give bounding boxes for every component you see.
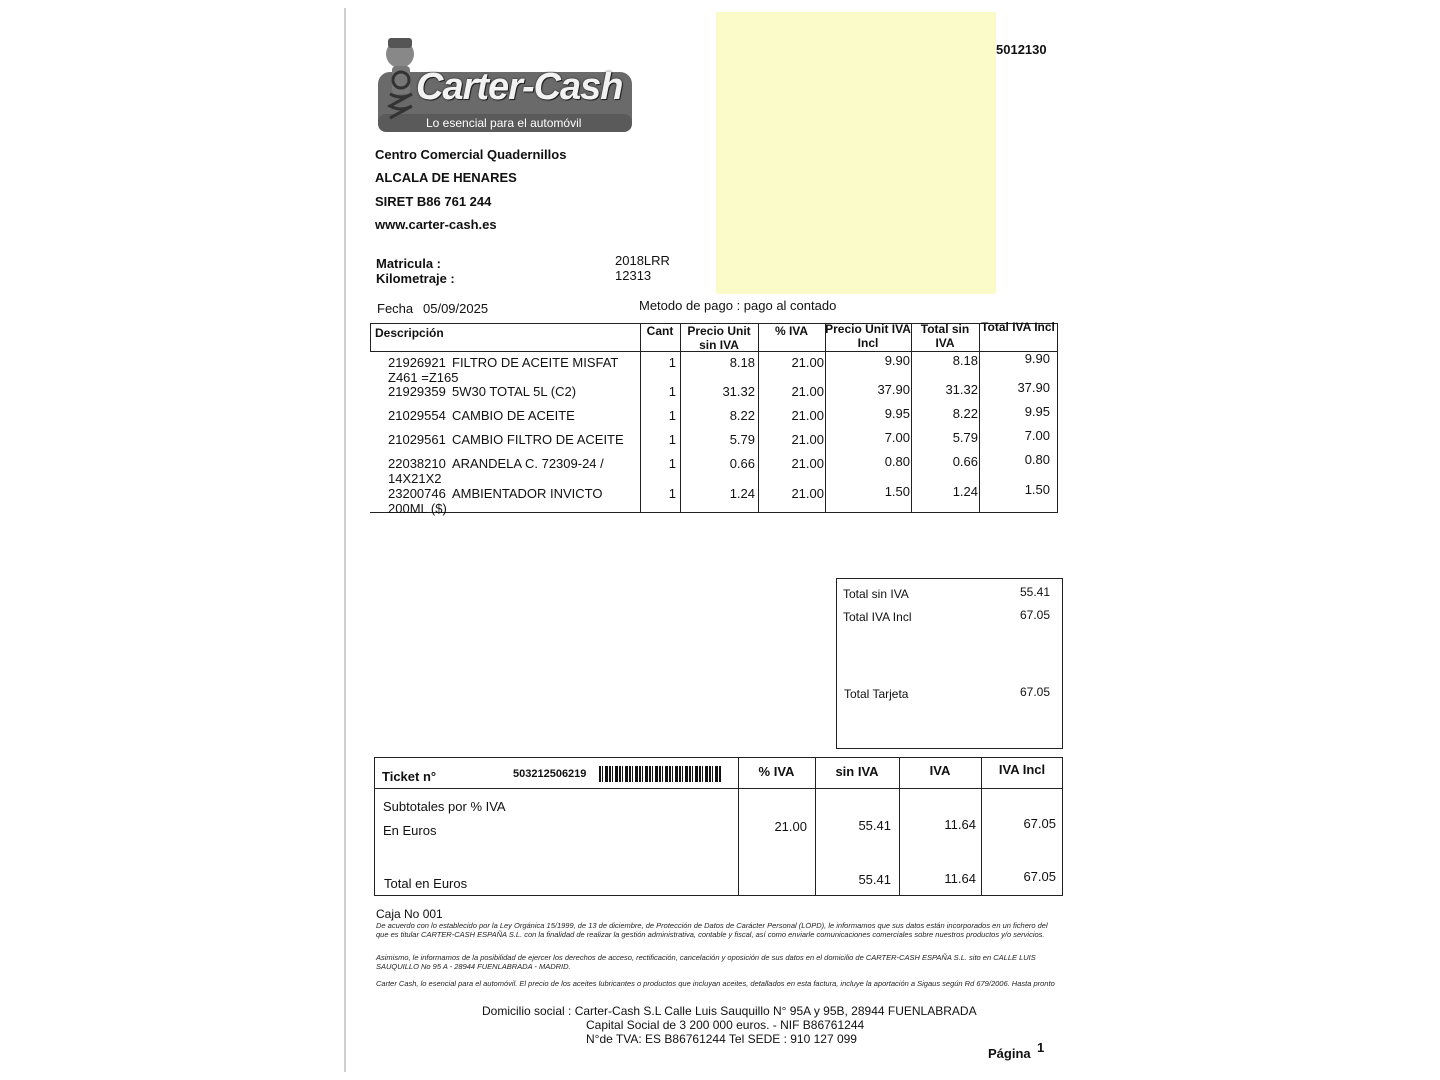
- item-total-gross: 1.50: [1024, 482, 1050, 497]
- subtotal-net: 55.41: [858, 818, 891, 833]
- total-euros-tax: 11.64: [944, 871, 976, 886]
- plate-value: 2018LRR: [615, 253, 670, 268]
- subtotal-vat: 21.00: [774, 819, 807, 834]
- item-unit-gross: 37.90: [877, 382, 910, 397]
- page-number: 1: [1037, 1040, 1045, 1055]
- col-total-net: Total sin IVA: [920, 322, 970, 350]
- subtotal-tax: 11.64: [944, 817, 976, 832]
- subtotal-gross: 67.05: [1023, 816, 1056, 831]
- item-unit-net: 1.24: [729, 486, 755, 501]
- barcode: [599, 766, 721, 782]
- col-vat: % IVA: [774, 324, 809, 338]
- payment-method: Metodo de pago : pago al contado: [639, 298, 837, 313]
- ticket-number: 503212506219: [513, 768, 587, 780]
- item-unit-net: 5.79: [729, 432, 755, 447]
- item-total-gross: 0.80: [1024, 452, 1050, 467]
- item-quantity: 1: [668, 408, 676, 423]
- item-description: FILTRO DE ACEITE MISFAT: [452, 355, 619, 370]
- date-label: Fecha: [377, 301, 414, 316]
- date-value: 05/09/2025: [423, 301, 489, 316]
- item-total-gross: 7.00: [1024, 428, 1050, 443]
- item-unit-gross: 9.90: [884, 353, 910, 368]
- total-net-label: Total sin IVA: [843, 587, 909, 601]
- col-unit-gross: Precio Unit IVA Incl: [825, 322, 911, 350]
- item-unit-net: 8.22: [729, 408, 755, 423]
- legal-text-1: De acuerdo con lo establecido por la Ley Orgánica 15/1999, de 13 de diciembre, de Protección de Datos de Carácter Personal (LOPD), le informamos que sus datos están incorporados en un fichero del que es titular CARTER-CASH ESPAÑA S.L. con la finalidad de realizar la gestión administrativa, contable y fiscal, así como enviarle comunicaciones comerciales sobre nuestros productos y/o servicios.: [376, 921, 1048, 939]
- sticky-note: [716, 12, 996, 294]
- item-description: AMBIENTADOR INVICTO: [452, 486, 603, 501]
- item-unit-gross: 9.95: [884, 406, 910, 421]
- vat-number: N°de TVA: ES B86761244 Tel SEDE : 910 127 099: [586, 1032, 857, 1046]
- item-code: 21926921: [388, 355, 446, 370]
- total-card-label: Total Tarjeta: [844, 687, 909, 701]
- item-unit-gross: 7.00: [884, 430, 910, 445]
- subtotal-label: Subtotales por % IVA: [383, 799, 506, 814]
- ticket-col-net: sin IVA: [835, 764, 879, 779]
- page-label: Página: [988, 1046, 1031, 1061]
- km-label: Kilometraje :: [376, 271, 455, 286]
- ticket-col-tax: IVA: [929, 763, 951, 778]
- item-total-net: 0.66: [952, 454, 978, 469]
- item-quantity: 1: [668, 456, 676, 471]
- item-vat: 21.00: [791, 432, 824, 447]
- ticket-col-gross: IVA Incl: [998, 762, 1046, 777]
- brand-slogan: Lo esencial para el automóvil: [426, 116, 582, 130]
- item-quantity: 1: [668, 384, 676, 399]
- euros-label: En Euros: [383, 823, 437, 838]
- totals-box: [836, 578, 1063, 749]
- item-unit-net: 0.66: [729, 456, 755, 471]
- total-gross-value: 67.05: [1019, 608, 1050, 622]
- item-description: 5W30 TOTAL 5L (C2): [452, 384, 577, 399]
- item-vat: 21.00: [791, 408, 824, 423]
- total-euros-label: Total en Euros: [384, 876, 468, 891]
- item-total-gross: 9.90: [1024, 351, 1050, 366]
- item-total-gross: 37.90: [1017, 380, 1050, 395]
- total-euros-net: 55.41: [858, 872, 891, 887]
- item-total-net: 5.79: [952, 430, 978, 445]
- item-description-extra: 14X21X2: [388, 471, 442, 486]
- item-total-net: 1.24: [952, 484, 978, 499]
- item-total-net: 8.22: [952, 406, 978, 421]
- legal-text-2: Asimismo, le informamos de la posibilidad de ejercer los derechos de acceso, rectificación, cancelación y oposición de sus datos en el domicilio de CARTER-CASH ESPAÑA S.L. sito en CALLE LUIS SAUQUILLO No 95 A - 28944 FUENLABRADA - MADRID.: [376, 953, 1036, 971]
- total-card-value: 67.05: [1019, 685, 1050, 699]
- item-description: ARANDELA C. 72309-24 /: [452, 456, 604, 471]
- item-total-gross: 9.95: [1024, 404, 1050, 419]
- km-value: 12313: [615, 268, 652, 283]
- store-city: ALCALA DE HENARES: [375, 170, 517, 185]
- item-quantity: 1: [668, 486, 676, 501]
- item-vat: 21.00: [791, 384, 824, 399]
- store-name: Centro Comercial Quadernillos: [375, 147, 567, 162]
- item-total-net: 31.32: [945, 382, 978, 397]
- item-total-net: 8.18: [952, 353, 978, 368]
- total-euros-gross: 67.05: [1023, 869, 1056, 884]
- plate-label: Matricula :: [376, 256, 442, 271]
- item-code: 21029561: [388, 432, 446, 447]
- col-unit-net: Precio Unit sin IVA: [687, 324, 751, 352]
- col-description: Descripción: [375, 326, 444, 340]
- brand-name: Carter-Cash: [416, 66, 623, 108]
- item-unit-gross: 1.50: [884, 484, 910, 499]
- item-code: 21929359: [388, 384, 446, 399]
- item-vat: 21.00: [791, 355, 824, 370]
- item-code: 23200746: [388, 486, 446, 501]
- item-unit-gross: 0.80: [884, 454, 910, 469]
- legal-text-3: Carter Cash, lo esencial para el automóvil. El precio de los aceites lubricantes o productos que incluyan aceites, detallados en esta factura, incluye la aportación a Sigaus según Rd 679/2006. Hasta pronto: [376, 979, 1055, 988]
- item-quantity: 1: [668, 355, 676, 370]
- item-vat: 21.00: [791, 456, 824, 471]
- item-vat: 21.00: [791, 486, 824, 501]
- cash-register: Caja No 001: [376, 907, 443, 921]
- item-code: 22038210: [388, 456, 446, 471]
- store-siret: SIRET B86 761 244: [375, 194, 492, 209]
- total-net-value: 55.41: [1019, 585, 1050, 599]
- ticket-label: Ticket n°: [382, 769, 437, 784]
- col-quantity: Cant: [646, 324, 674, 338]
- item-unit-net: 8.18: [729, 355, 755, 370]
- store-website: www.carter-cash.es: [375, 217, 497, 232]
- col-total-gross: Total IVA Incl: [981, 320, 1055, 334]
- document-number: 5012130: [996, 42, 1047, 57]
- item-code: 21029554: [388, 408, 446, 423]
- ticket-col-vat: % IVA: [758, 764, 795, 779]
- share-capital: Capital Social de 3 200 000 euros. - NIF B86761244: [586, 1018, 865, 1032]
- item-description-extra: Z461 =Z165: [388, 370, 459, 385]
- item-quantity: 1: [668, 432, 676, 447]
- scan-edge: [344, 8, 346, 1072]
- item-unit-net: 31.32: [722, 384, 755, 399]
- total-gross-label: Total IVA Incl: [843, 610, 912, 624]
- registered-office: Domicilio social : Carter-Cash S.L Calle Luis Sauquillo N° 95A y 95B, 28944 FUENLABRADA: [482, 1004, 977, 1018]
- item-description-extra: 200ML ($): [388, 501, 447, 516]
- item-description: CAMBIO FILTRO DE ACEITE: [452, 432, 624, 447]
- item-description: CAMBIO DE ACEITE: [452, 408, 575, 423]
